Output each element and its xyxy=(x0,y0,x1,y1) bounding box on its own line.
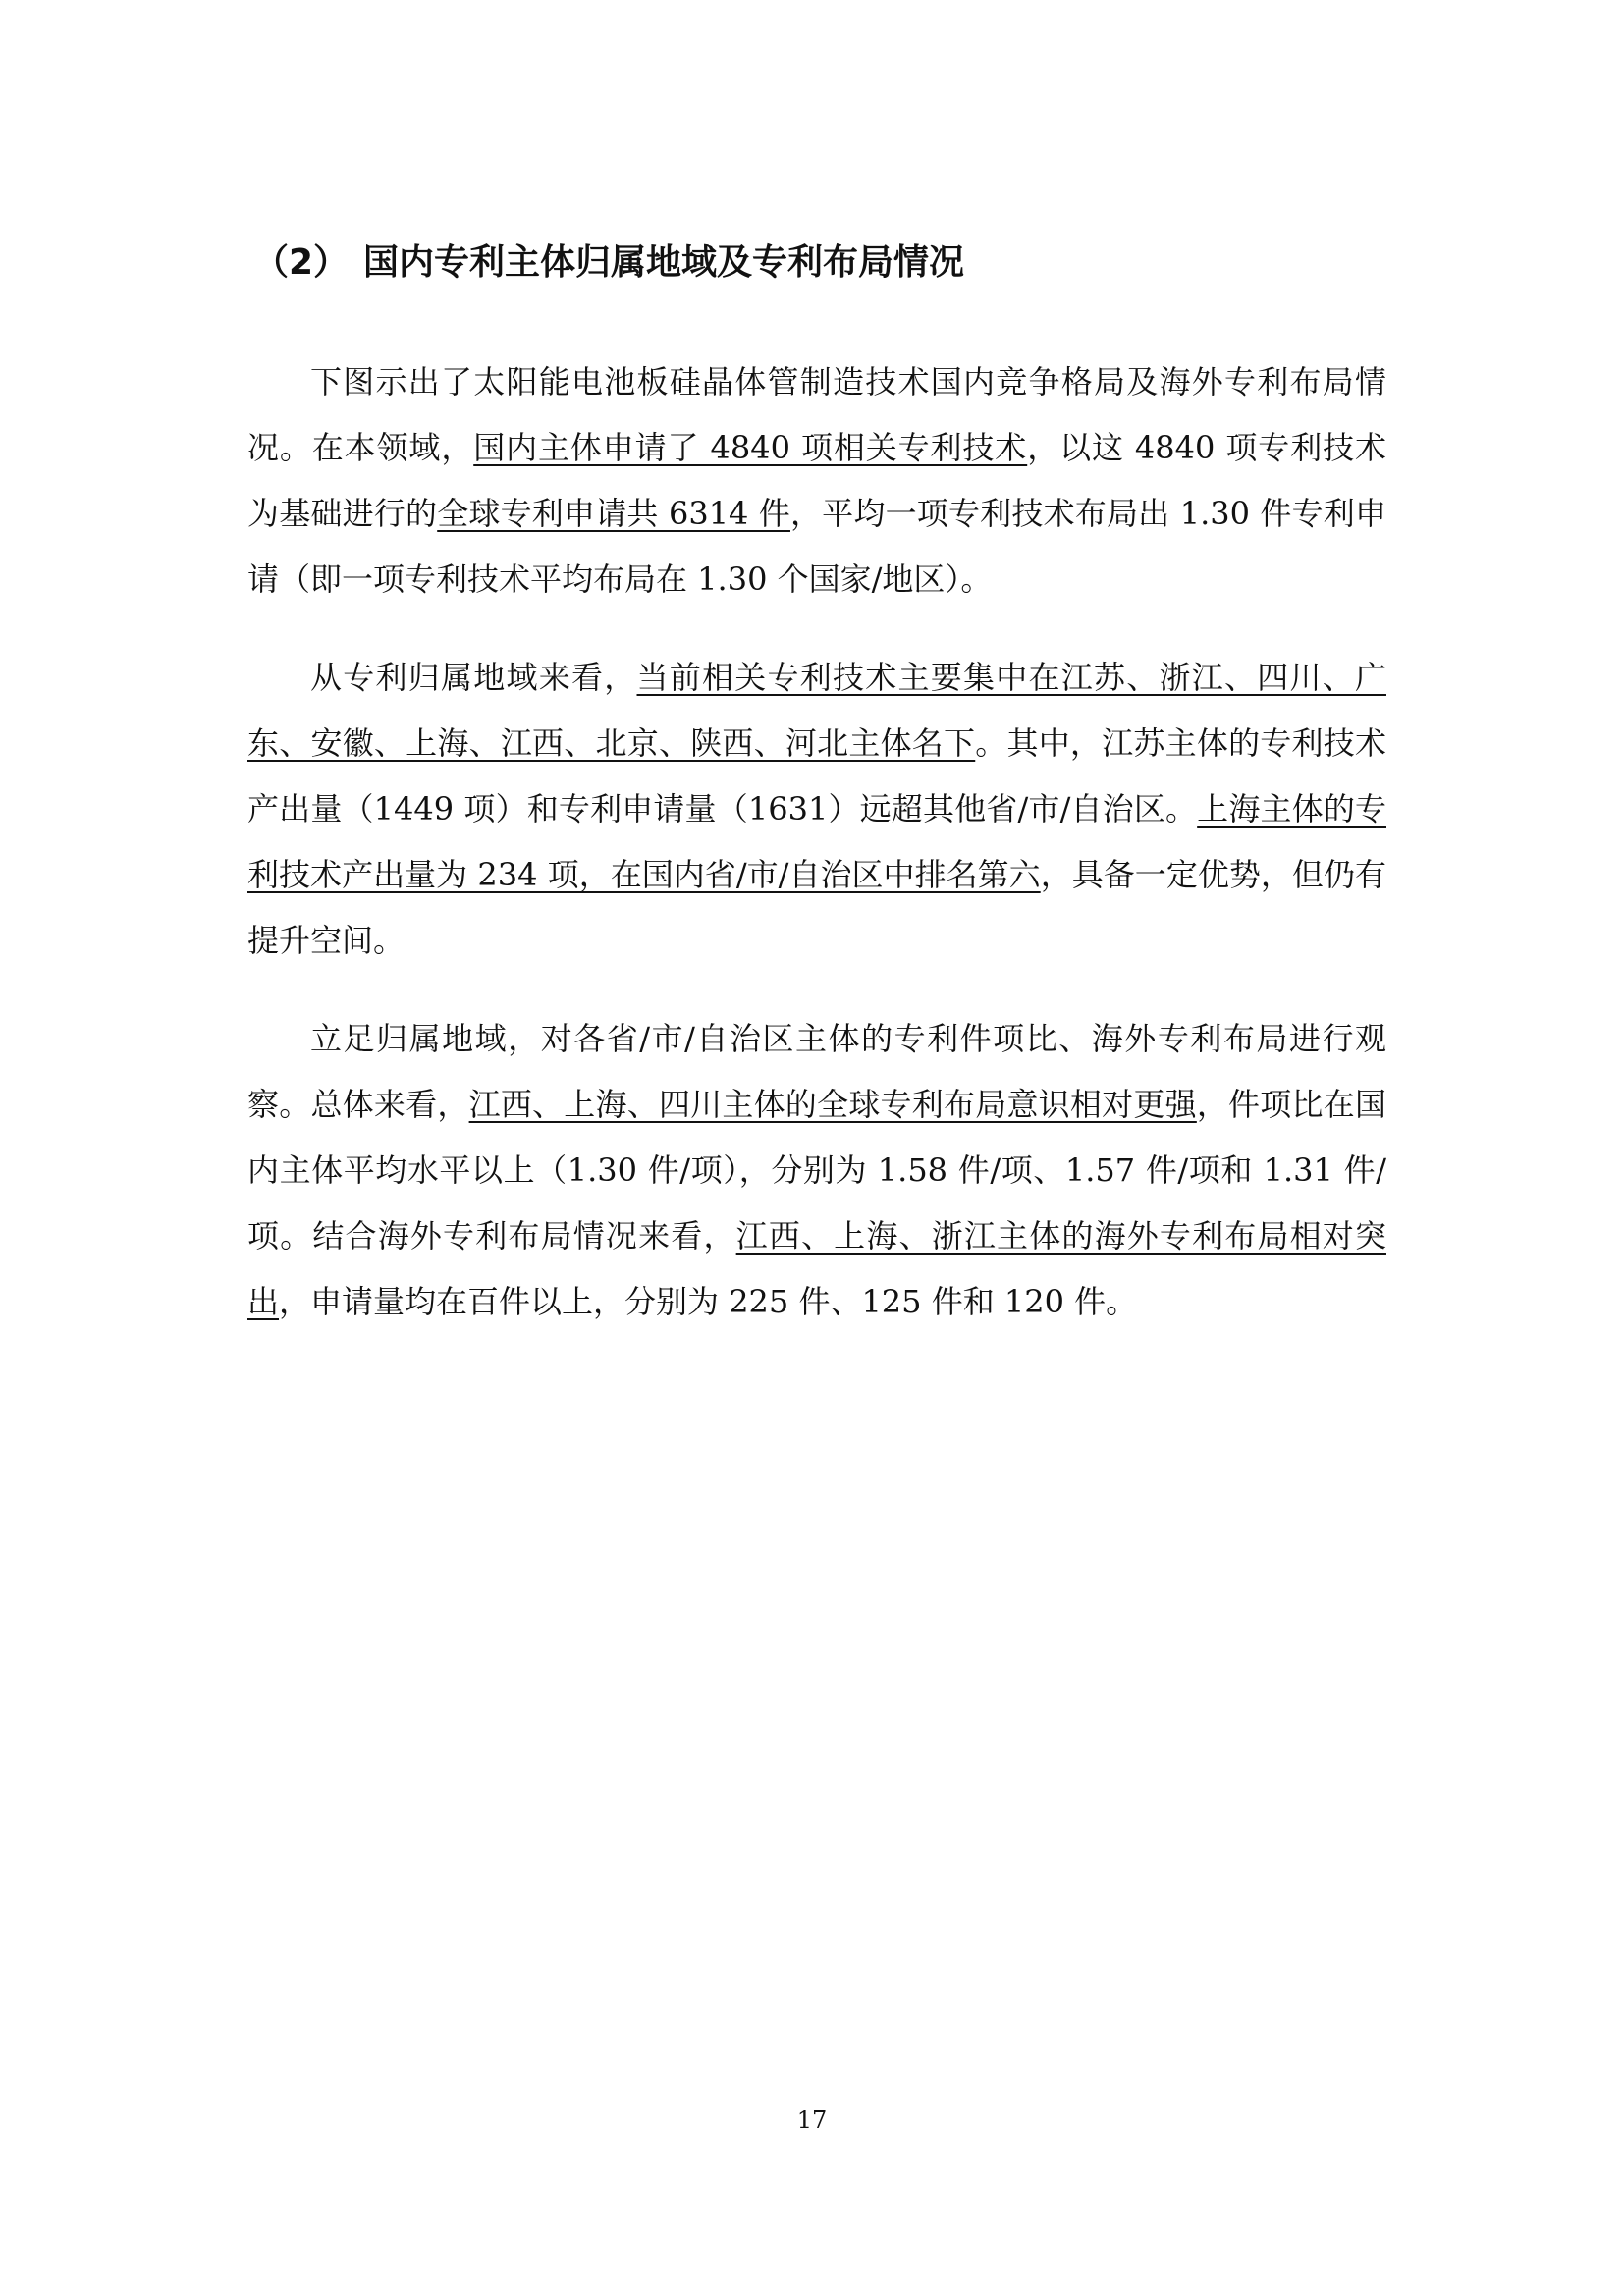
underlined-text: 当前相关专利技术主要集中在江苏、浙江、四川、广东、安徽、上海、江西、北京、陕西、河北主体名下 xyxy=(247,659,1386,762)
paragraph-1 xyxy=(247,349,1386,613)
section-number: （2） xyxy=(253,242,350,283)
underlined-text: 江西、上海、四川主体的全球专利布局意识相对更强 xyxy=(468,1086,1197,1123)
paragraph-3 xyxy=(247,1006,1386,1335)
text-segment: ，具备一定优势，但仍有提升空间。 xyxy=(247,856,1386,959)
text-segment: 下图示出了太阳能电池板硅晶体管制造技术国内竞争格局及海外专利布局情况。在本领域， xyxy=(247,363,1386,466)
text-segment: 立足归属地域，对各省/市/自治区主体的专利件项比、海外专利布局进行观察。总体来看， xyxy=(247,1020,1386,1123)
text-segment: 从专利归属地域来看， xyxy=(310,659,637,696)
underlined-text: 国内主体申请了 4840 项相关专利技术 xyxy=(473,429,1028,466)
section-title: 国内专利主体归属地域及专利布局情况 xyxy=(363,242,965,283)
page-number: 17 xyxy=(796,2107,828,2134)
underlined-text: 江西、上海、浙江主体的海外专利布局相对突出 xyxy=(247,1217,1386,1320)
section-heading xyxy=(253,234,1432,293)
text-segment: ，以这 4840 项专利技术为基础进行的 xyxy=(247,429,1386,532)
underlined-text: 全球专利申请共 6314 件 xyxy=(437,495,790,532)
body-text xyxy=(247,349,1386,1367)
text-segment: ，件项比在国内主体平均水平以上（1.30 件/项），分别为 1.58 件/项、1.57 件/项和 1.31 件/项。结合海外专利布局情况来看， xyxy=(247,1086,1386,1255)
text-segment: ，平均一项专利技术布局出 1.30 件专利申请（即一项专利技术平均布局在 1.30 个国家/地区）。 xyxy=(247,495,1386,598)
paragraph-2 xyxy=(247,645,1386,974)
underlined-text: 上海主体的专利技术产出量为 234 项，在国内省/市/自治区中排名第六 xyxy=(247,790,1386,893)
text-segment: ，申请量均在百件以上，分别为 225 件、125 件和 120 件。 xyxy=(279,1283,1138,1320)
text-segment: 。其中，江苏主体的专利技术产出量（1449 项）和专利申请量（1631）远超其他省/市/自治区。 xyxy=(247,724,1386,828)
